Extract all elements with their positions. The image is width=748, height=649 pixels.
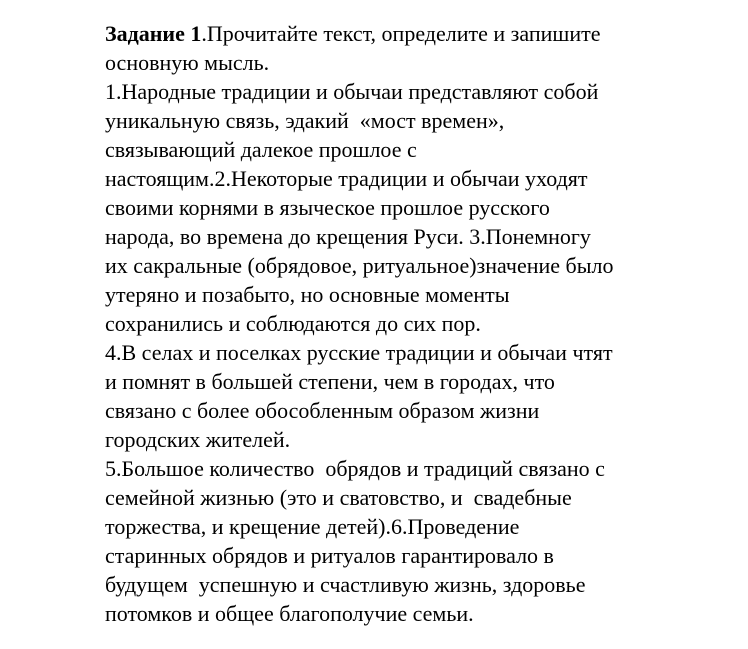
task-heading-line <box>105 19 725 48</box>
task-title: Задание 1 <box>105 21 202 46</box>
text-line: 4.В селах и поселках русские традиции и обычаи чтят <box>105 340 613 365</box>
text-line: народа, во времена до крещения Руси. 3.Понемногу <box>105 224 591 249</box>
text-line: утеряно и позабыто, но основные моменты <box>105 282 510 307</box>
text-line: связано с более обособленным образом жизни <box>105 398 540 423</box>
text-line: 1.Народные традиции и обычаи представляют собой <box>105 79 599 104</box>
text-line: и помнят в большей степени, чем в городах, что <box>105 369 555 394</box>
text-line: торжества, и крещение детей).6.Проведение <box>105 514 520 539</box>
task-text <box>105 19 725 628</box>
text-line: основную мысль. <box>105 50 270 75</box>
text-line: своими корнями в языческое прошлое русского <box>105 195 550 220</box>
text-line: уникальную связь, эдакий «мост времен», <box>105 108 505 133</box>
text-line: городских жителей. <box>105 427 291 452</box>
text-line: 5.Большое количество обрядов и традиций связано с <box>105 456 605 481</box>
text-line: сохранились и соблюдаются до сих пор. <box>105 311 481 336</box>
text-line: связывающий далекое прошлое с <box>105 137 417 162</box>
text-line: старинных обрядов и ритуалов гарантировало в <box>105 543 554 568</box>
text-line: потомков и общее благополучие семьи. <box>105 601 474 626</box>
task-instruction: .Прочитайте текст, определите и запишите <box>201 21 601 46</box>
text-line: семейной жизнью (это и сватовство, и свадебные <box>105 485 572 510</box>
text-line: их сакральные (обрядовое, ритуальное)значение было <box>105 253 614 278</box>
text-line: настоящим.2.Некоторые традиции и обычаи уходят <box>105 166 588 191</box>
text-line: будущем успешную и счастливую жизнь, здоровье <box>105 572 586 597</box>
